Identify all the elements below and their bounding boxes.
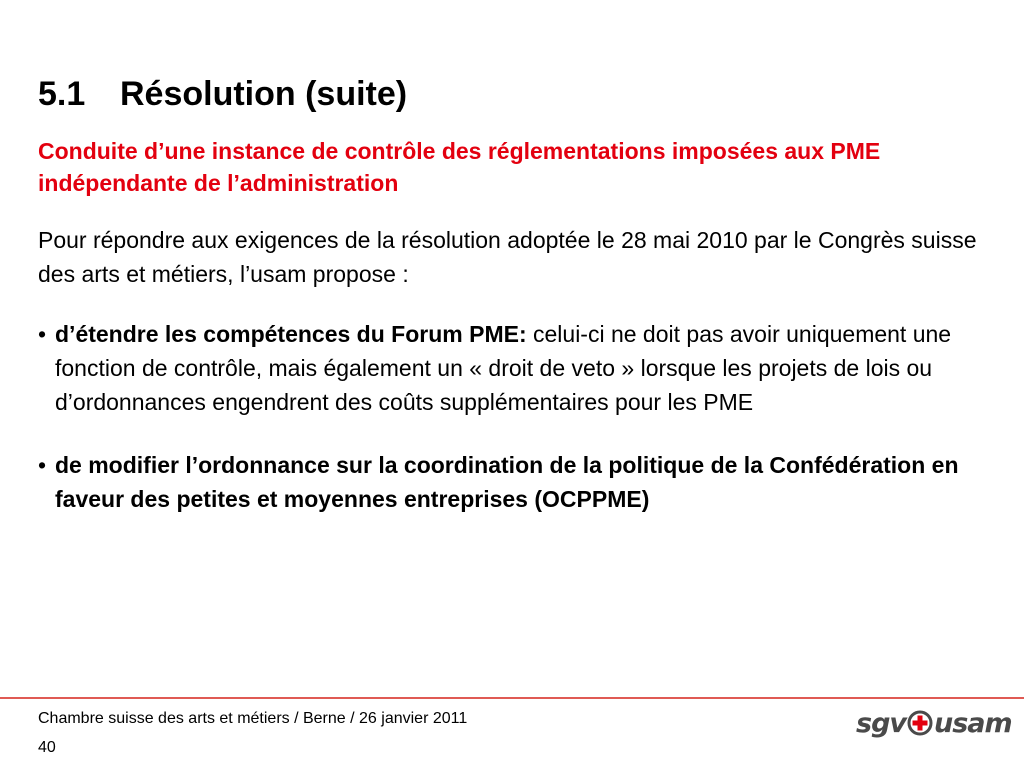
logo-text-right: usam [934, 707, 1012, 739]
slide-title [38, 74, 407, 114]
title-text: Résolution (suite) [120, 75, 408, 113]
footer-divider [0, 697, 1024, 699]
intro-paragraph: Pour répondre aux exigences de la résolution adoptée le 28 mai 2010 par le Congrès suisse des arts et métiers, l’usam propose : [38, 227, 977, 287]
section-number: 5.1 [38, 75, 86, 113]
bullet-list [38, 317, 998, 545]
bullet-item [38, 448, 998, 516]
bullet-bold-text: de modifier l’ordonnance sur la coordination de la politique de la Confédération en faveur des petites et moyennes entreprises (OCPPME) [55, 452, 959, 512]
bullet-item [38, 317, 998, 419]
bullet-text: celui-ci ne doit pas avoir uniquement une fonction de contrôle, mais également un « droit de veto » lorsque les projets de lois ou d’ordonnances engendrent des coûts supplémentaires pour les PME [55, 321, 952, 415]
page-number: 40 [38, 739, 56, 756]
swiss-cross-icon [907, 710, 933, 736]
bullet-icon: • [38, 452, 47, 478]
sgv-usam-logo [856, 706, 1012, 740]
footer-text: Chambre suisse des arts et métiers / Berne / 26 janvier 2011 [38, 710, 468, 727]
bullet-icon: • [38, 321, 47, 347]
logo-text-left: sgv [856, 707, 906, 739]
subtitle: Conduite d’une instance de contrôle des réglementations imposées aux PME indépendante de l’administration [38, 138, 881, 196]
bullet-bold-text: d’étendre les compétences du Forum PME: [55, 321, 527, 347]
